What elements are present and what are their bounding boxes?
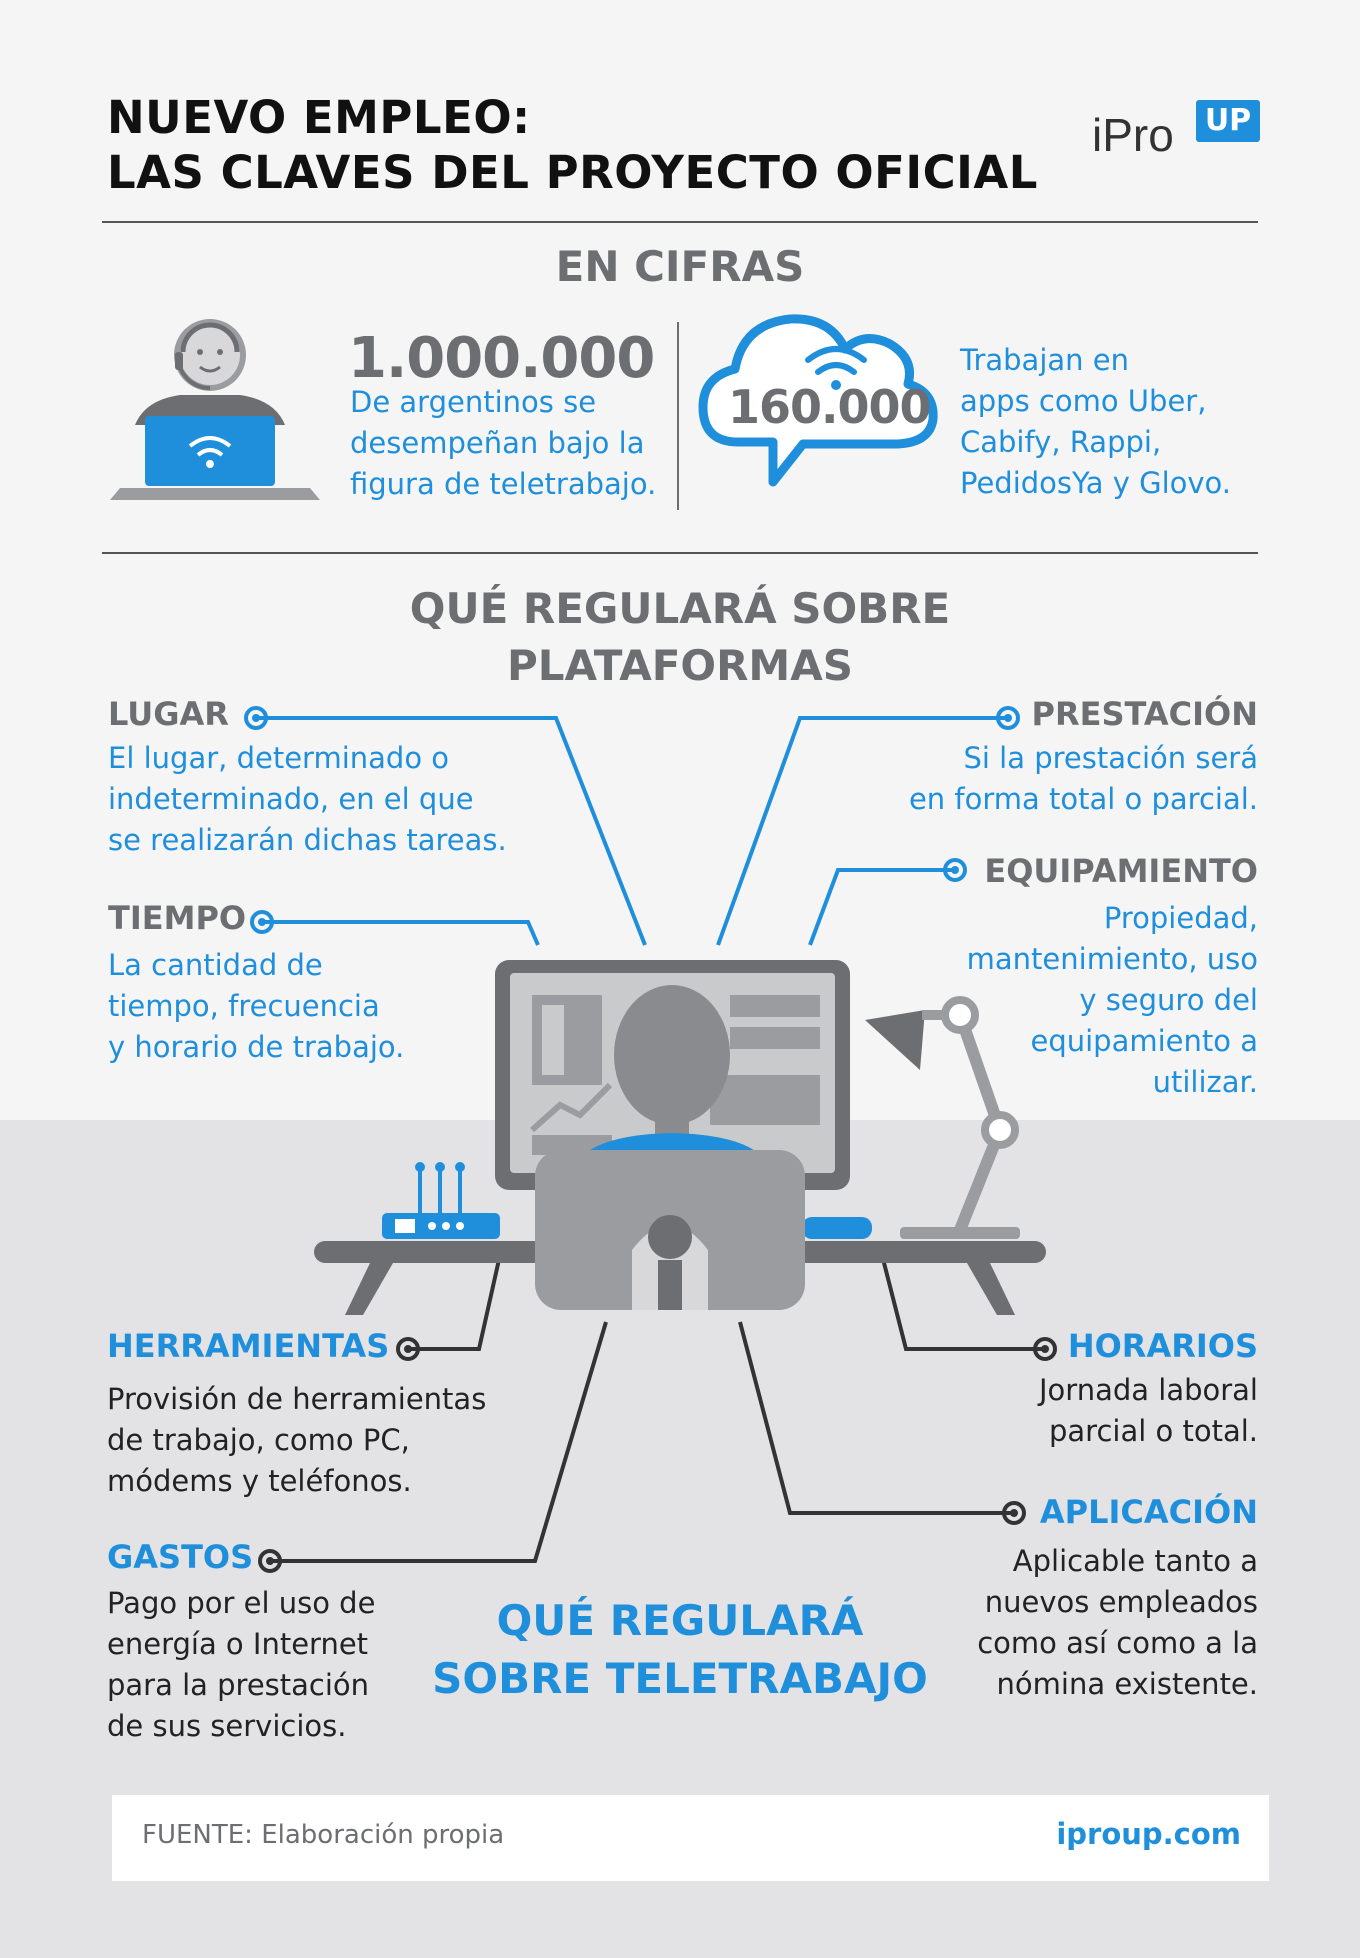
herramientas-heading: HERRAMIENTAS xyxy=(107,1327,390,1365)
stat1-line: De argentinos se xyxy=(350,385,597,419)
aplicacion-text xyxy=(900,1541,1258,1705)
tiempo-heading: TIEMPO xyxy=(108,899,247,937)
gastos-line: Pago por el uso de xyxy=(107,1586,376,1620)
footer-url-link[interactable]: iproup.com xyxy=(1056,1817,1241,1851)
aplicacion-heading: APLICACIÓN xyxy=(1039,1493,1258,1531)
stat2-line: apps como Uber, xyxy=(960,384,1207,418)
stat1-number: 1.000.000 xyxy=(348,326,655,391)
equipamiento-line: mantenimiento, uso xyxy=(966,942,1258,976)
gastos-heading: GASTOS xyxy=(107,1538,254,1576)
tiempo-line: La cantidad de xyxy=(108,948,323,982)
herramientas-line: Provisión de herramientas xyxy=(107,1382,487,1416)
aplicacion-line: como así como a la xyxy=(977,1626,1258,1660)
stat2-line: PedidosYa y Glovo. xyxy=(960,466,1231,500)
gastos-text xyxy=(107,1583,375,1747)
plataformas-title-line: PLATAFORMAS xyxy=(507,641,853,690)
stat1-line: figura de teletrabajo. xyxy=(350,467,657,501)
logo-text: iPro xyxy=(1092,109,1174,161)
prestacion-line: en forma total o parcial. xyxy=(908,782,1258,816)
equipamiento-line: equipamiento a xyxy=(1030,1024,1258,1058)
equipamiento-line: utilizar. xyxy=(1152,1065,1258,1099)
teletrabajo-title-line: QUÉ REGULARÁ xyxy=(496,1596,864,1645)
plataformas-title-line: QUÉ REGULARÁ SOBRE xyxy=(409,584,951,633)
herramientas-line: de trabajo, como PC, xyxy=(107,1423,410,1457)
tiempo-line: tiempo, frecuencia xyxy=(108,989,380,1023)
title-line-1: NUEVO EMPLEO: xyxy=(107,91,531,144)
footer xyxy=(112,1795,1269,1881)
stat1-line: desempeñan bajo la xyxy=(350,426,645,460)
prestacion-heading: PRESTACIÓN xyxy=(1031,695,1258,733)
gastos-line: energía o Internet xyxy=(107,1627,369,1661)
equipamiento-line: Propiedad, xyxy=(1103,901,1258,935)
horarios-heading: HORARIOS xyxy=(1067,1327,1258,1365)
stat2-line: Trabajan en xyxy=(960,343,1129,377)
horarios-text xyxy=(900,1370,1258,1452)
equipamiento-line: y seguro del xyxy=(1079,983,1258,1017)
cifras-title: EN CIFRAS xyxy=(555,242,805,291)
aplicacion-line: nómina existente. xyxy=(996,1667,1258,1701)
logo-badge: UP xyxy=(1196,100,1260,142)
lugar-line: se realizarán dichas tareas. xyxy=(108,823,507,857)
gastos-line: de sus servicios. xyxy=(107,1709,347,1743)
aplicacion-line: nuevos empleados xyxy=(984,1585,1258,1619)
footer-source: FUENTE: Elaboración propia xyxy=(142,1820,505,1850)
equipamiento-heading: EQUIPAMIENTO xyxy=(984,852,1258,890)
lugar-text xyxy=(108,738,507,861)
aplicacion-line: Aplicable tanto a xyxy=(1012,1544,1258,1578)
tiempo-line: y horario de trabajo. xyxy=(108,1030,405,1064)
desk-worker-illustration xyxy=(310,955,1050,1320)
lugar-heading: LUGAR xyxy=(108,695,229,733)
herramientas-text xyxy=(107,1379,486,1502)
lugar-line: indeterminado, en el que xyxy=(108,782,474,816)
title-line-2: LAS CLAVES DEL PROYECTO OFICIAL xyxy=(107,146,1038,199)
horarios-line: parcial o total. xyxy=(1048,1414,1258,1448)
gastos-line: para la prestación xyxy=(107,1668,370,1702)
prestacion-line: Si la prestación será xyxy=(963,741,1258,775)
horarios-line: Jornada laboral xyxy=(1039,1373,1258,1407)
lugar-line: El lugar, determinado o xyxy=(108,741,450,775)
herramientas-line: módems y teléfonos. xyxy=(107,1464,412,1498)
stat2-number: 160.000 xyxy=(728,380,931,434)
teletrabajo-title-line: SOBRE TELETRABAJO xyxy=(432,1654,928,1703)
prestacion-text xyxy=(858,738,1258,820)
stat2-line: Cabify, Rappi, xyxy=(960,425,1162,459)
teletrabajo-title xyxy=(420,1592,940,1708)
